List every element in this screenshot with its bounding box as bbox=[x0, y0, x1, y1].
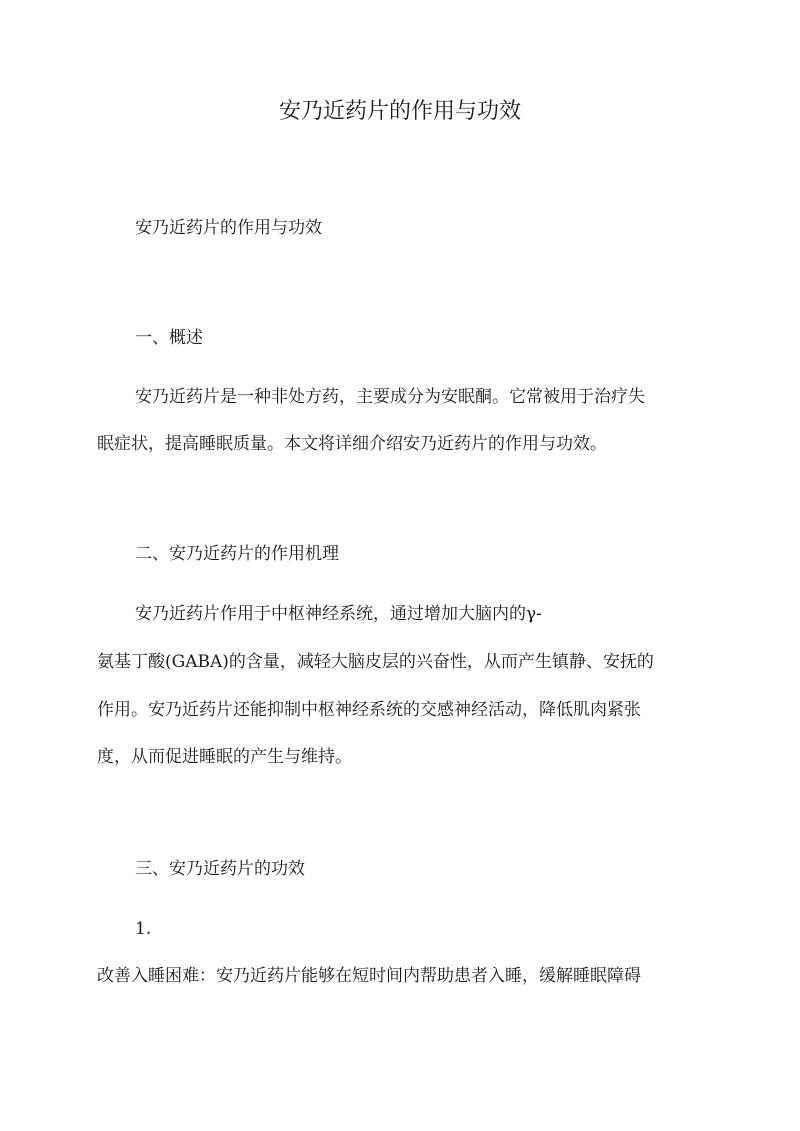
paragraph-line: 安乃近药片作用于中枢神经系统，通过增加大脑内的γ- bbox=[135, 604, 542, 624]
paragraph-line: 作用。安乃近药片还能抑制中枢神经系统的交感神经活动，降低肌肉紧张 bbox=[97, 700, 641, 720]
paragraph-line: 改善入睡困难：安乃近药片能够在短时间内帮助患者入睡，缓解睡眠障碍 bbox=[97, 966, 641, 986]
section-heading-efficacy: 三、安乃近药片的功效 bbox=[135, 859, 305, 879]
list-item-number: 1. bbox=[135, 919, 152, 939]
paragraph-line: 安乃近药片是一种非处方药，主要成分为安眠酮。它常被用于治疗失 bbox=[135, 387, 645, 407]
document-title: 安乃近药片的作用与功效 bbox=[278, 99, 521, 124]
document-subtitle: 安乃近药片的作用与功效 bbox=[135, 218, 322, 238]
section-heading-overview: 一、概述 bbox=[135, 328, 203, 348]
paragraph-line: 氨基丁酸(GABA)的含量，减轻大脑皮层的兴奋性，从而产生镇静、安抚的 bbox=[97, 652, 654, 672]
section-heading-mechanism: 二、安乃近药片的作用机理 bbox=[135, 544, 339, 564]
paragraph-line: 度，从而促进睡眠的产生与维持。 bbox=[97, 747, 352, 767]
paragraph-line: 眠症状，提高睡眠质量。本文将详细介绍安乃近药片的作用与功效。 bbox=[97, 434, 607, 454]
